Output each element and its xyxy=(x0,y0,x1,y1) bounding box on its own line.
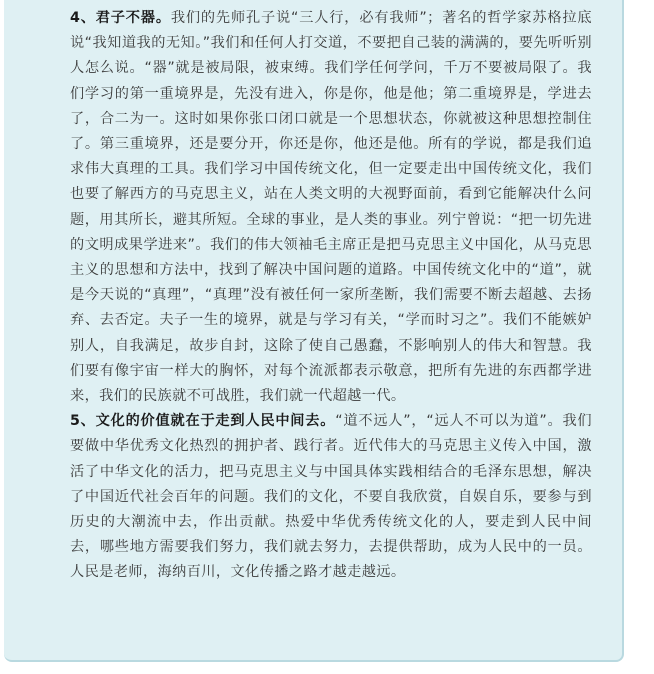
paragraph-4 xyxy=(70,6,592,409)
paragraph-heading: 文化的价值就在于走到人民中间去。 xyxy=(95,413,336,430)
paragraph-heading: 君子不器。 xyxy=(95,10,171,26)
paragraph-number: 5、 xyxy=(70,413,96,430)
article-card xyxy=(4,0,624,662)
paragraph-5 xyxy=(70,409,592,585)
paragraph-body: 我们的先师孔子说“三人行，必有我师”；著名的哲学家苏格拉底说“我知道我的无知。”我们和任何人打交道，不要把自己装的满满的，要先听听别人怎么说。“器”就是被局限，被束缚。我们学任何学问，千万不要被局限了。我们学习的第一重境界是，先没有进入，你是你，他是他；第二重境界是，学进去了，合二为一。这时如果你张口闭口就是一个思想状态，你就被这种思想控制住了。第三重境界，还是要分开，你还是你，他还是他。所有的学说，都是我们追求伟大真理的工具。我们学习中国传统文化，但一定要走出中国传统文化，我们也要了解西方的马克思主义，站在人类文明的大视野面前，看到它能解决什么问题，用其所长，避其所短。全球的事业，是人类的事业。列宁曾说：“把一切先进的文明成果学进来”。我们的伟大领袖毛主席正是把马克思主义中国化，从马克思主义的思想和方法中，找到了解决中国问题的道路。中国传统文化中的“道”，就是今天说的“真理”，“真理”没有被任何一家所垄断，我们需要不断去超越、去扬弃、去否定。夫子一生的境界，就是与学习有关，“学而时习之”。我们不能嫉妒别人，自我满足，故步自封，这除了使自己愚蠢，不影响别人的伟大和智慧。我们要有像宇宙一样大的胸怀，对每个流派都表示敬意，把所有先进的东西都学进来，我们的民族就不可战胜，我们就一代超越一代。 xyxy=(70,10,592,405)
paragraph-number: 4、 xyxy=(70,10,96,26)
paragraph-body: “道不远人”，“远人不可以为道”。我们要做中华优秀文化热烈的拥护者、践行者。近代伟大的马克思主义传入中国，激活了中华文化的活力，把马克思主义与中国具体实践相结合的毛泽东思想，解决了中国近代社会百年的问题。我们的文化，不要自我欣赏，自娱自乐，要参与到历史的大潮流中去，作出贡献。热爱中华优秀传统文化的人，要走到人民中间去，哪些地方需要我们努力，我们就去努力，去提供帮助，成为人民中的一员。人民是老师，海纳百川，文化传播之路才越走越远。 xyxy=(70,413,593,581)
